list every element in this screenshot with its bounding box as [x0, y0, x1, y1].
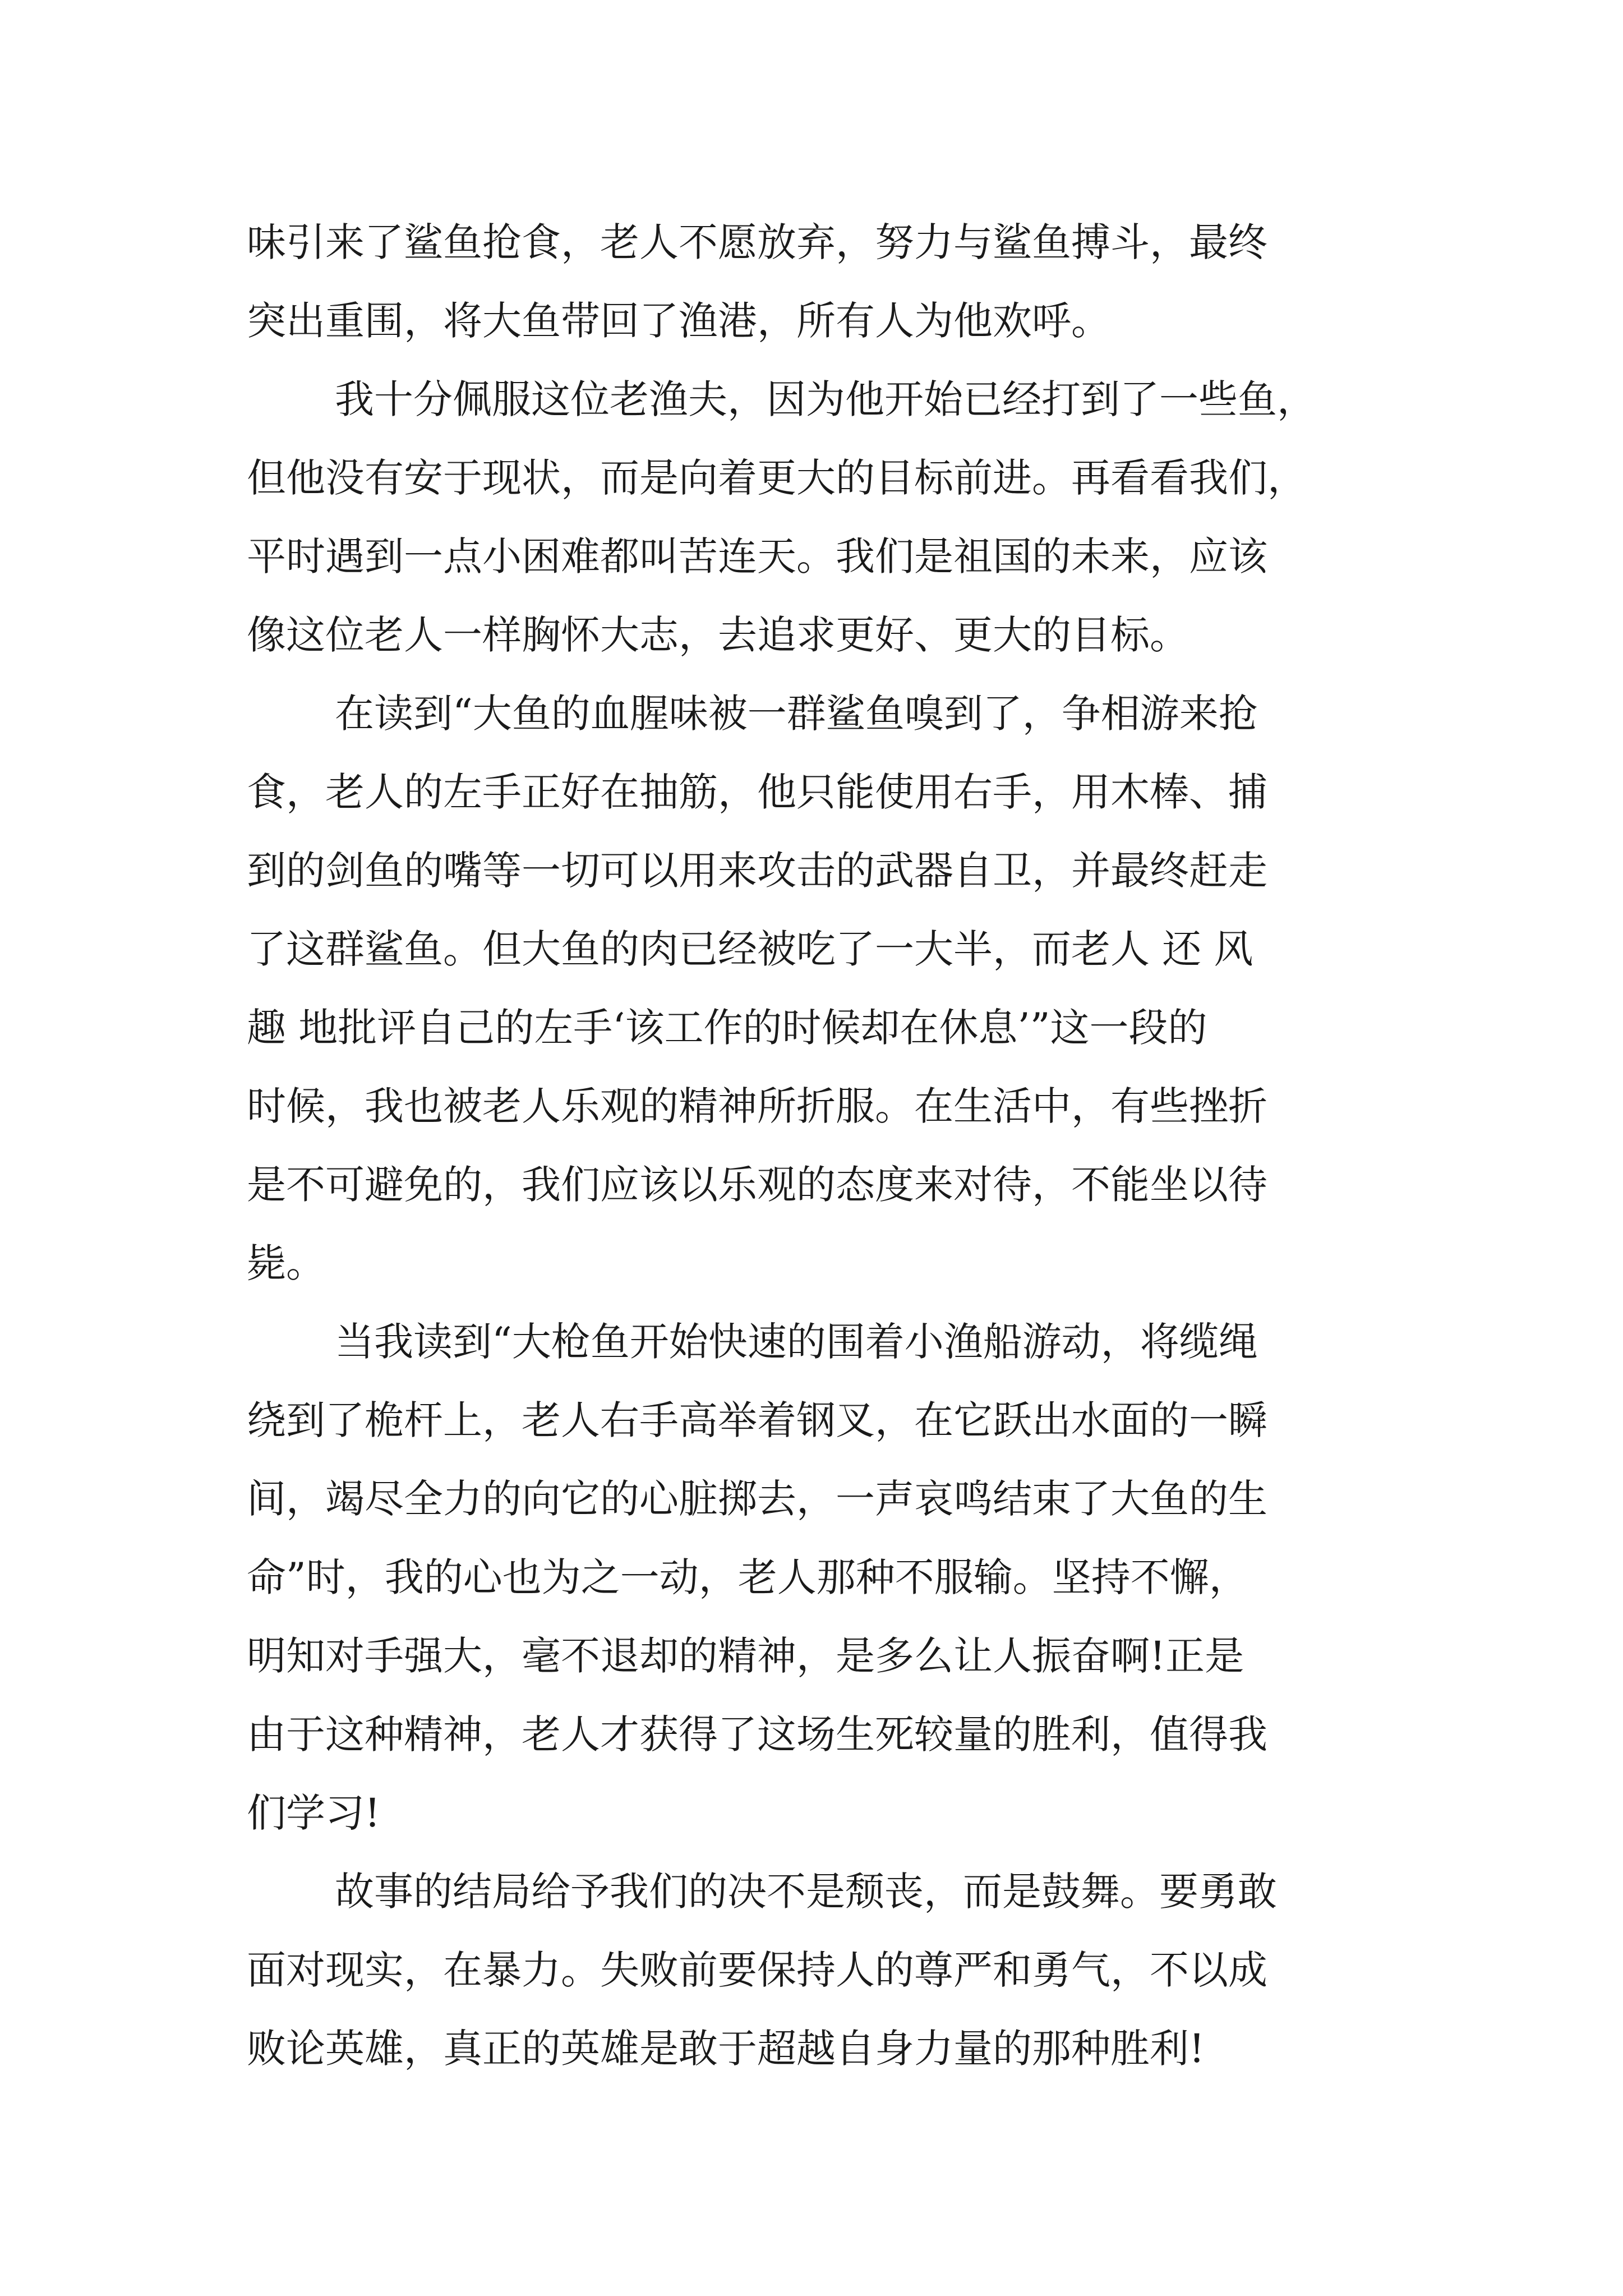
text-line: 食，老人的左手正好在抽筋，他只能使用右手，用木棒、捕: [247, 769, 1267, 815]
text-line: 明知对手强大，毫不退却的精神，是多么让人振奋啊!正是: [247, 1633, 1244, 1679]
text-line: 我十分佩服这位老渔夫，因为他开始已经打到了一些鱼，: [335, 376, 1316, 422]
text-line: 时候，我也被老人乐观的精神所折服。在生活中，有些挫折: [247, 1083, 1267, 1129]
text-line: 面对现实，在暴力。失败前要保持人的尊严和勇气，不以成: [247, 1947, 1267, 1993]
text-line: 突出重围，将大鱼带回了渔港，所有人为他欢呼。: [247, 298, 1110, 344]
text-line: 但他没有安于现状，而是向着更大的目标前进。再看看我们，: [247, 455, 1307, 501]
text-line: 是不可避免的，我们应该以乐观的态度来对待，不能坐以待: [247, 1162, 1267, 1208]
text-line: 们学习!: [247, 1790, 381, 1836]
text-line: 由于这种精神，老人才获得了这场生死较量的胜利，值得我: [247, 1711, 1267, 1757]
text-line: 绕到了桅杆上，老人右手高举着钢叉，在它跃出水面的一瞬: [247, 1397, 1267, 1443]
text-line: 像这位老人一样胸怀大志，去追求更好、更大的目标。: [247, 612, 1189, 658]
text-line: 当我读到“大枪鱼开始快速的围着小渔船游动，将缆绳: [335, 1319, 1258, 1365]
text-line: 故事的结局给予我们的决不是颓丧，而是鼓舞。要勇敢: [335, 1869, 1277, 1915]
text-line: 了这群鲨鱼。但大鱼的肉已经被吃了一大半，而老人 还 风: [247, 926, 1253, 972]
text-line: 到的剑鱼的嘴等一切可以用来攻击的武器自卫，并最终赶走: [247, 848, 1267, 894]
text-line: 毙。: [247, 1240, 325, 1286]
text-line: 败论英雄，真正的英雄是敢于超越自身力量的那种胜利!: [247, 2026, 1205, 2072]
text-line: 味引来了鲨鱼抢食，老人不愿放弃，努力与鲨鱼搏斗，最终: [247, 219, 1267, 265]
text-line: 间，竭尽全力的向它的心脏掷去，一声哀鸣结束了大鱼的生: [247, 1476, 1267, 1522]
text-line: 命”时，我的心也为之一动，老人那种不服输。坚持不懈，: [247, 1554, 1248, 1600]
text-line: 在读到“大鱼的血腥味被一群鲨鱼嗅到了，争相游来抢: [335, 691, 1258, 737]
text-line: 趣 地批评自己的左手‘该工作的时候却在休息’”这一段的: [247, 1005, 1207, 1051]
text-line: 平时遇到一点小困难都叫苦连天。我们是祖国的未来，应该: [247, 533, 1267, 579]
